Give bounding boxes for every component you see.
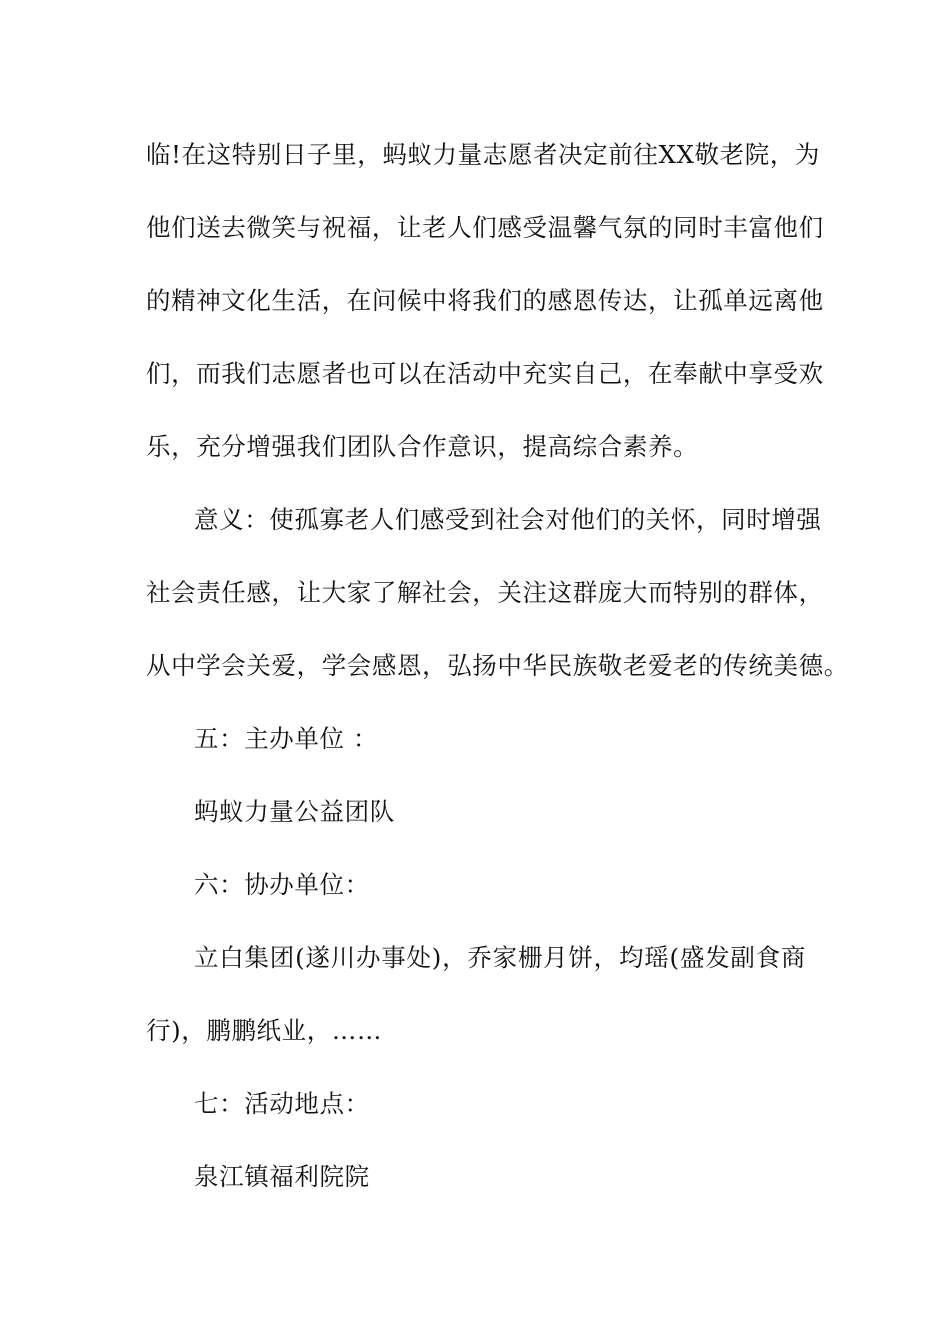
section-heading-organizer: 五：主办单位 ： (194, 724, 379, 753)
meaning-paragraph-line-3: 从中学会关爱，学会感恩，弘扬中华民族敬老爱老的传统美德。 (146, 651, 849, 680)
meaning-paragraph-line-2: 社会责任感，让大家了解社会，关注这群庞大而特别的群体， (146, 578, 824, 607)
paragraph-line-4: 们，而我们志愿者也可以在活动中充实自己，在奉献中享受欢 (146, 359, 824, 388)
co-organizer-line-1: 立白集团(遂川办事处)，乔家栅月饼，均瑶(盛发副食商 (194, 943, 806, 972)
paragraph-line-1: 临!在这特别日子里，蚂蚁力量志愿者决定前往XX敬老院，为 (146, 140, 821, 169)
paragraph-line-3: 的精神文化生活，在问候中将我们的感恩传达，让孤单远离他 (146, 286, 824, 315)
paragraph-line-5: 乐，充分增强我们团队合作意识，提高综合素养。 (146, 432, 699, 461)
organizer-name: 蚂蚁力量公益团队 (194, 797, 395, 826)
section-heading-location: 七：活动地点： (194, 1089, 370, 1118)
co-organizer-line-2: 行)，鹏鹏纸业，…… (146, 1016, 383, 1045)
meaning-paragraph-line-1: 意义：使孤寡老人们感受到社会对他们的关怀，同时增强 (194, 505, 822, 534)
section-heading-co-organizer: 六：协办单位： (194, 870, 370, 899)
paragraph-line-2: 他们送去微笑与祝福，让老人们感受温馨气氛的同时丰富他们 (146, 213, 824, 242)
location-name: 泉江镇福利院院 (194, 1162, 370, 1191)
